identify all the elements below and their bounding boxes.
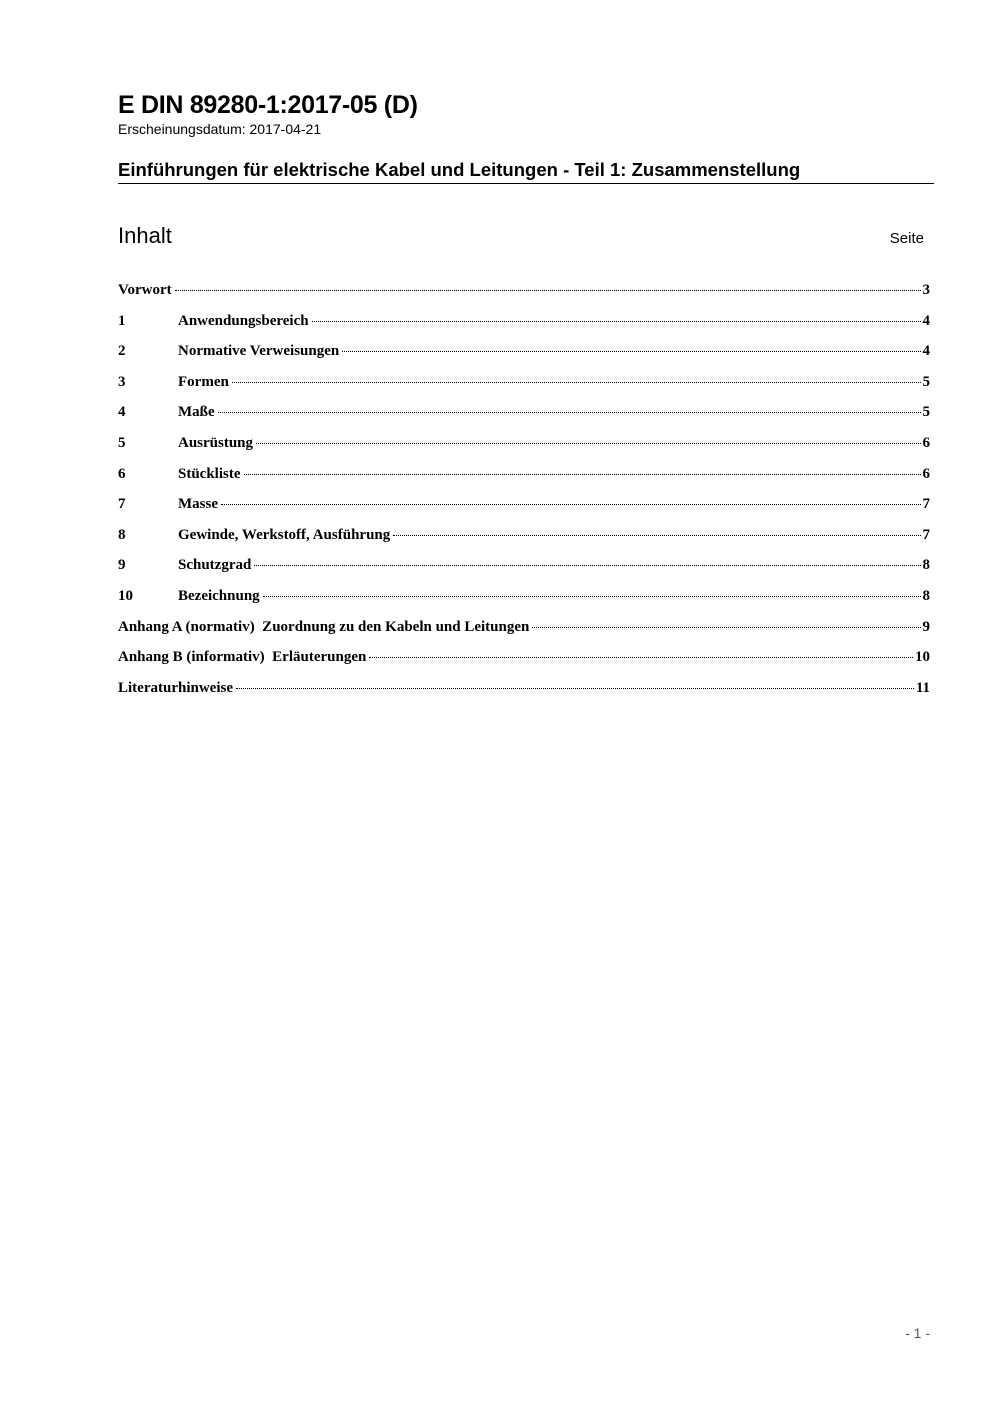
toc-entry-page: 6 bbox=[922, 465, 930, 482]
toc-entry-number: 3 bbox=[118, 373, 126, 390]
toc-entry-page: 5 bbox=[922, 404, 930, 421]
toc-entry-vorwort[interactable] bbox=[118, 280, 930, 311]
page-number: - 1 - bbox=[905, 1325, 930, 1341]
toc-entry-page: 4 bbox=[922, 312, 930, 329]
toc-entry-page: 11 bbox=[915, 679, 930, 696]
dot-leader bbox=[175, 289, 921, 291]
document-id: E DIN 89280-1:2017-05 (D) bbox=[118, 91, 418, 119]
toc-entry-number: 1 bbox=[118, 312, 126, 329]
toc-entry-page: 3 bbox=[922, 282, 930, 298]
toc-entry-label: Anhang B (informativ) Erläuterungen bbox=[118, 649, 367, 666]
dot-leader bbox=[532, 626, 920, 628]
dot-leader bbox=[244, 473, 921, 475]
toc-entry-label: Gewinde, Werkstoff, Ausführung bbox=[178, 526, 391, 543]
toc-entry-9[interactable] bbox=[118, 555, 930, 586]
toc-entry-label: Normative Verweisungen bbox=[178, 343, 340, 360]
toc-entry-label: Anhang A (normativ) Zuordnung zu den Kabeln und Leitungen bbox=[118, 618, 530, 635]
toc-entry-page: 8 bbox=[922, 557, 930, 574]
dot-leader bbox=[256, 442, 920, 444]
toc-entry-8[interactable] bbox=[118, 525, 930, 556]
table-of-contents bbox=[118, 280, 930, 708]
toc-entry-number: 5 bbox=[118, 434, 126, 451]
toc-entry-label: Ausrüstung bbox=[178, 434, 254, 451]
dot-leader bbox=[342, 350, 920, 352]
toc-entry-number: 2 bbox=[118, 343, 126, 360]
toc-entry-2[interactable] bbox=[118, 341, 930, 372]
toc-entry-label: Stückliste bbox=[178, 465, 241, 482]
toc-entry-label: Masse bbox=[178, 496, 218, 513]
toc-entry-page: 7 bbox=[922, 496, 930, 513]
toc-entry-4[interactable] bbox=[118, 402, 930, 433]
toc-entry-page: 9 bbox=[922, 618, 930, 635]
toc-entry-7[interactable] bbox=[118, 494, 930, 525]
dot-leader bbox=[236, 687, 914, 689]
toc-entry-10[interactable] bbox=[118, 586, 930, 617]
toc-entry-6[interactable] bbox=[118, 464, 930, 495]
dot-leader bbox=[232, 381, 921, 383]
dot-leader bbox=[393, 534, 920, 536]
toc-entry-number: 4 bbox=[118, 404, 126, 421]
dot-leader bbox=[312, 320, 921, 322]
toc-entry-label: Bezeichnung bbox=[178, 587, 260, 604]
toc-page-column-label: Seite bbox=[889, 230, 924, 247]
toc-entry-annex-a[interactable] bbox=[118, 617, 930, 648]
dot-leader bbox=[369, 656, 913, 658]
toc-entry-page: 7 bbox=[922, 526, 930, 543]
toc-entry-3[interactable] bbox=[118, 372, 930, 403]
toc-entry-page: 10 bbox=[915, 649, 930, 666]
dot-leader bbox=[218, 411, 921, 413]
toc-entry-label: Formen bbox=[178, 373, 229, 390]
toc-entry-label: Schutzgrad bbox=[178, 557, 252, 574]
toc-entry-label: Maße bbox=[178, 404, 215, 421]
toc-entry-number: 8 bbox=[118, 526, 126, 543]
document-title: Einführungen für elektrische Kabel und Leitungen - Teil 1: Zusammenstellung bbox=[118, 158, 934, 184]
toc-entry-page: 4 bbox=[922, 343, 930, 360]
toc-entry-label: Anwendungsbereich bbox=[178, 312, 309, 329]
toc-entry-number: 7 bbox=[118, 496, 126, 513]
toc-heading: Inhalt bbox=[118, 223, 172, 248]
toc-entry-number: 9 bbox=[118, 557, 126, 574]
toc-entry-annex-b[interactable] bbox=[118, 647, 930, 678]
toc-entry-number: 6 bbox=[118, 465, 126, 482]
toc-entry-page: 5 bbox=[922, 373, 930, 390]
toc-entry-1[interactable] bbox=[118, 311, 930, 342]
dot-leader bbox=[254, 564, 920, 566]
toc-entry-number: 10 bbox=[118, 587, 133, 604]
toc-entry-label: Vorwort bbox=[118, 282, 172, 298]
toc-entry-page: 6 bbox=[922, 434, 930, 451]
toc-entry-bibliography[interactable] bbox=[118, 678, 930, 709]
toc-entry-label: Literaturhinweise bbox=[118, 679, 233, 696]
toc-entry-page: 8 bbox=[922, 587, 930, 604]
dot-leader bbox=[263, 595, 921, 597]
toc-entry-5[interactable] bbox=[118, 433, 930, 464]
dot-leader bbox=[221, 503, 921, 505]
publication-date: Erscheinungsdatum: 2017-04-21 bbox=[118, 121, 322, 137]
